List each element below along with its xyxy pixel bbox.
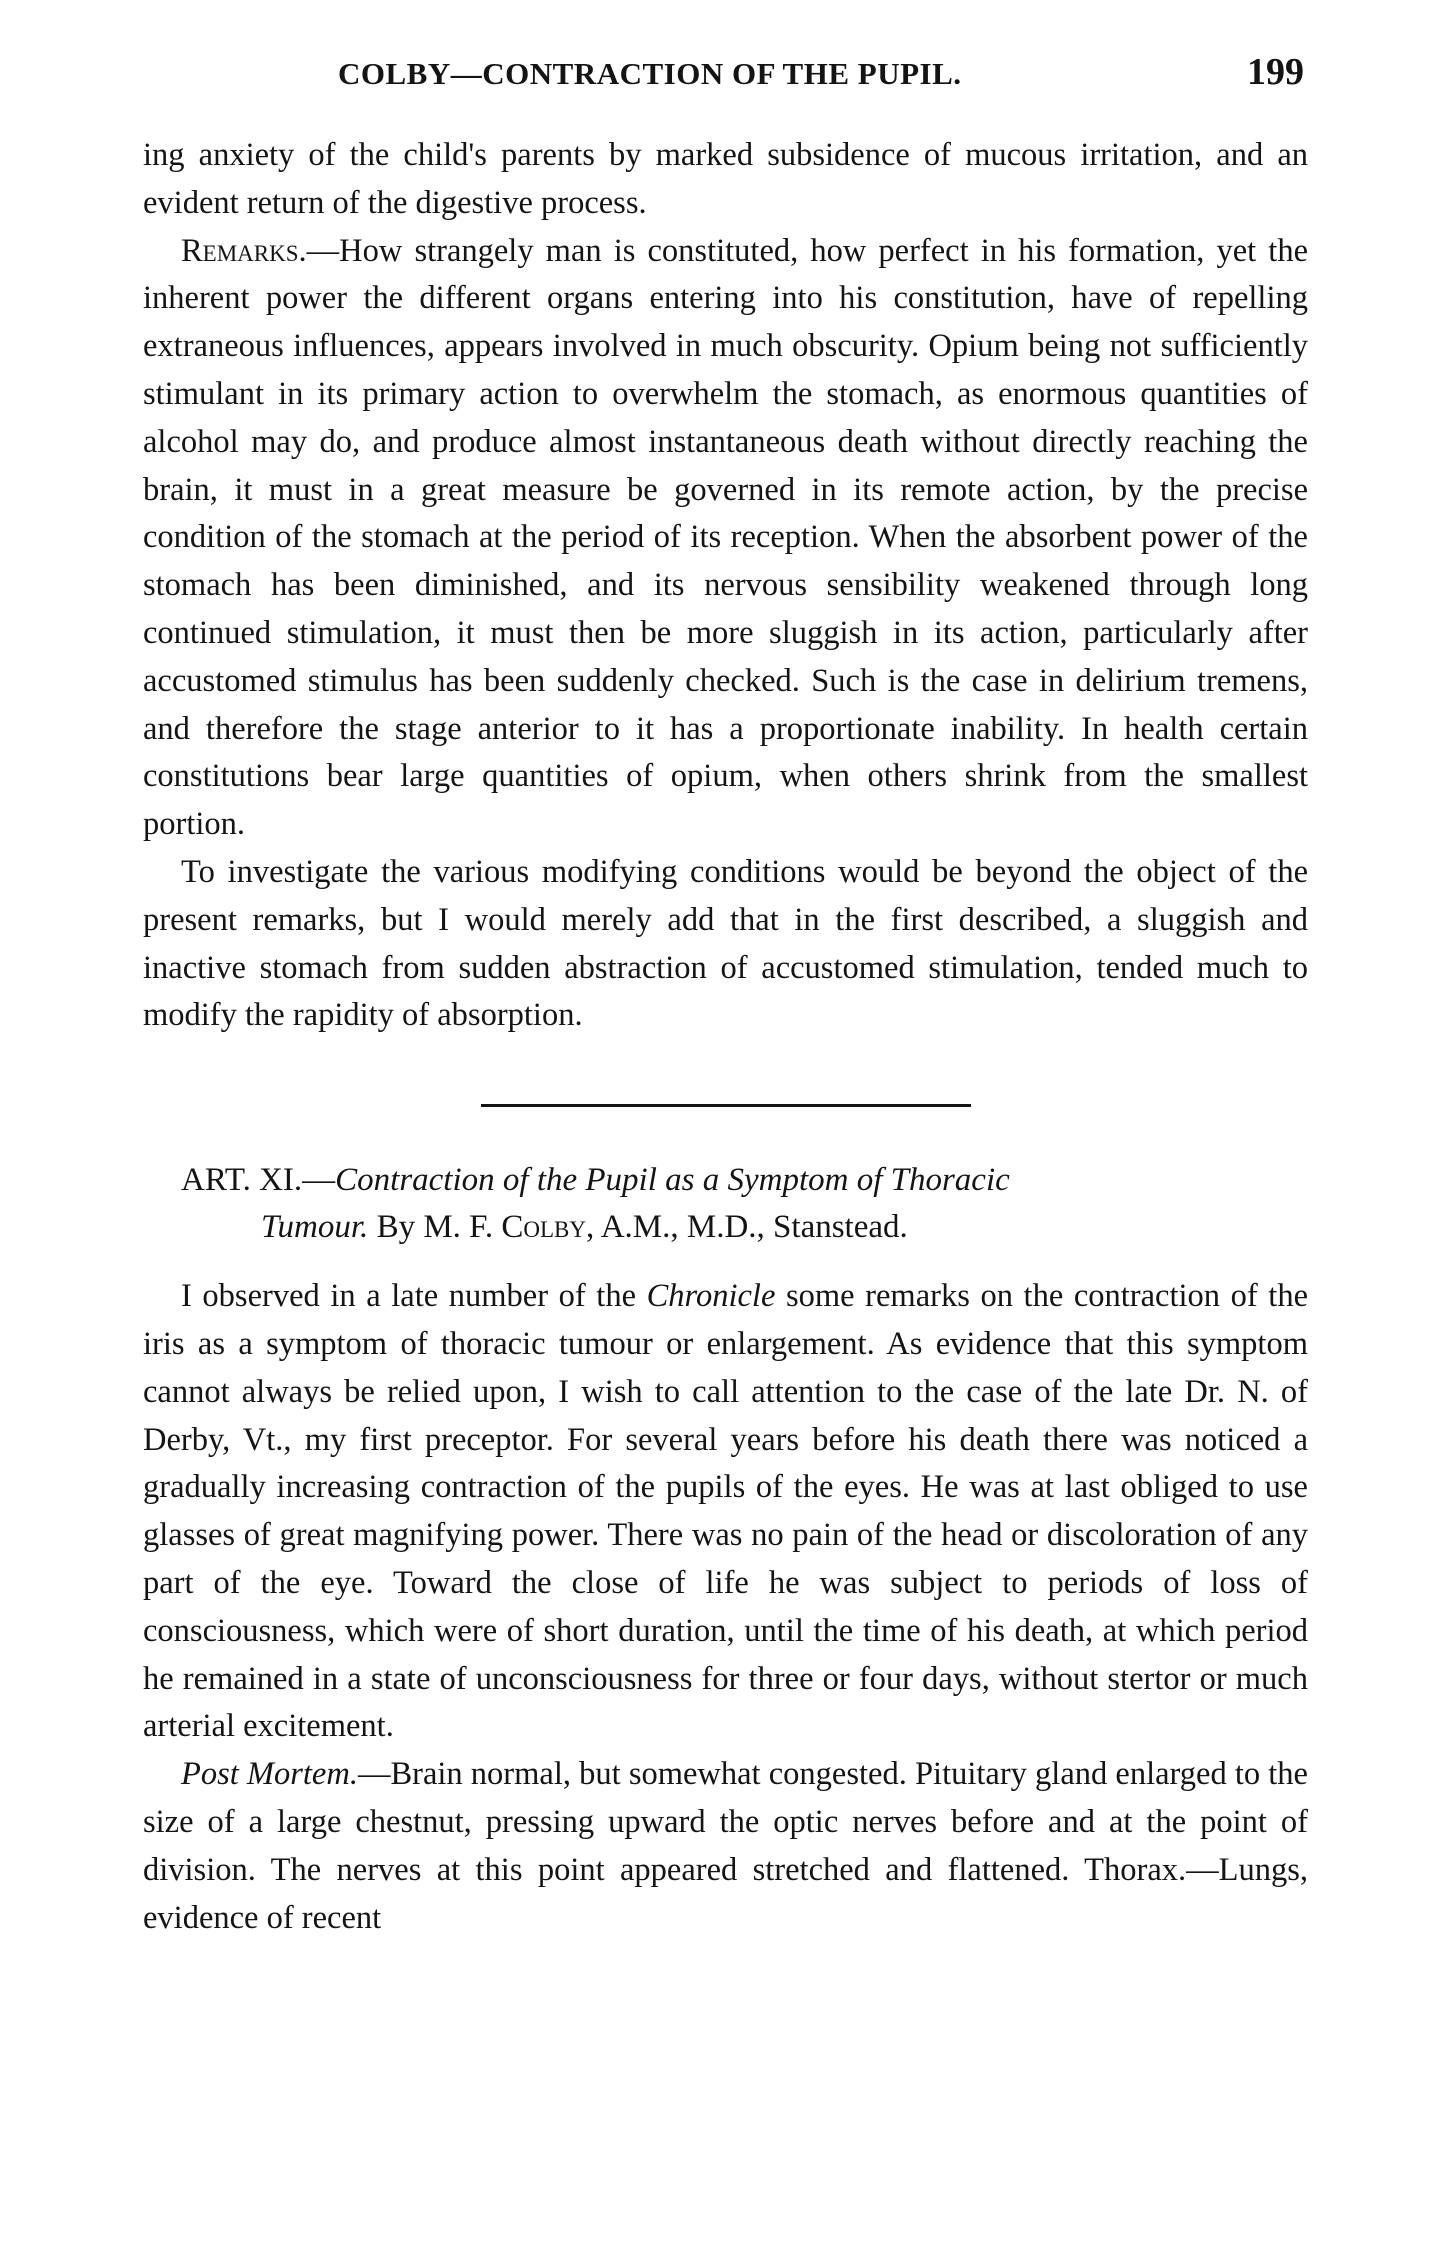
- article-dash: —: [302, 1162, 336, 1199]
- remarks-label: Remarks.: [181, 232, 307, 269]
- article-number: ART. XI.: [181, 1162, 303, 1199]
- article-author: Colby: [501, 1209, 587, 1246]
- paragraph-observation: [143, 1273, 1308, 1751]
- post-mortem-text: —Brain normal, but somewhat congested. Pituitary gland enlarged to the size of a large chestnut, pressing upward the optic nerves before and at the point of division. The nerves at this point appeared stretched and flattened. Thorax.—Lungs, evidence of recent: [143, 1756, 1308, 1936]
- article-heading: [143, 1157, 1308, 1251]
- article-byline-post: , A.M., M.D., Stanstead.: [586, 1209, 908, 1246]
- document-page: [143, 48, 1308, 1942]
- running-title: COLBY—CONTRACTION OF THE PUPIL.: [338, 56, 962, 91]
- post-mortem-label: Post Mortem.: [181, 1756, 358, 1793]
- article-heading-second-line: [181, 1204, 1308, 1251]
- article-title-line1: Contraction of the Pupil as a Symptom of Thoracic: [335, 1162, 1010, 1199]
- paragraph-post-mortem: [143, 1751, 1308, 1942]
- page-number: 199: [1247, 51, 1304, 93]
- chronicle-title: Chronicle: [646, 1278, 776, 1315]
- observation-text-b: some remarks on the contraction of the iris as a symptom of thoracic tumour or enlargement. As evidence that this symptom cannot always be relied upon, I wish to call attention to the case of the late Dr. N. of Derby, Vt., my first preceptor. For several years before his death there was noticed a gradually increasing contraction of the pupils of the eyes. He was at last obliged to use glasses of great magnifying power. There was no pain of the head or discoloration of any part of the eye. Toward the close of life he was subject to periods of loss of consciousness, which were of short duration, until the time of his death, at which period he remained in a state of unconsciousness for three or four days, without stertor or much arterial excitement.: [143, 1278, 1308, 1745]
- section-divider: [481, 1104, 971, 1107]
- article-title-line2: Tumour.: [261, 1209, 369, 1246]
- article-byline-pre: By M. F.: [368, 1209, 502, 1246]
- observation-text-a: I observed in a late number of the: [181, 1278, 647, 1315]
- remarks-text: —How strangely man is constituted, how perfect in his formation, yet the inherent power the different organs entering into his constitution, have of repelling extraneous influences, appears involved in much obscurity. Opium being not sufficiently stimulant in its primary action to overwhelm the stomach, as enormous quantities of alcohol may do, and produce almost instantaneous death without directly reaching the brain, it must in a great measure be governed in its remote action, by the precise condition of the stomach at the period of its reception. When the absorbent power of the stomach has been diminished, and its nervous sensibility weakened through long continued stimulation, it must then be more sluggish in its action, particularly after accustomed stimulus has been suddenly checked. Such is the case in delirium tremens, and therefore the stage anterior to it has a proportionate inability. In health certain constitutions bear large quantities of opium, when others shrink from the smallest portion.: [143, 232, 1308, 843]
- paragraph-remarks: [143, 228, 1308, 849]
- paragraph-investigate: To investigate the various modifying conditions would be beyond the object of the present remarks, but I would merely add that in the first described, a sluggish and inactive stomach from sudden abstraction of accustomed stimulation, tended much to modify the rapidity of absorption.: [143, 853, 1308, 1034]
- running-header: [143, 48, 1308, 98]
- paragraph-continuation: ing anxiety of the child's parents by marked subsidence of mucous irritation, and an evident return of the digestive process.: [143, 137, 1308, 221]
